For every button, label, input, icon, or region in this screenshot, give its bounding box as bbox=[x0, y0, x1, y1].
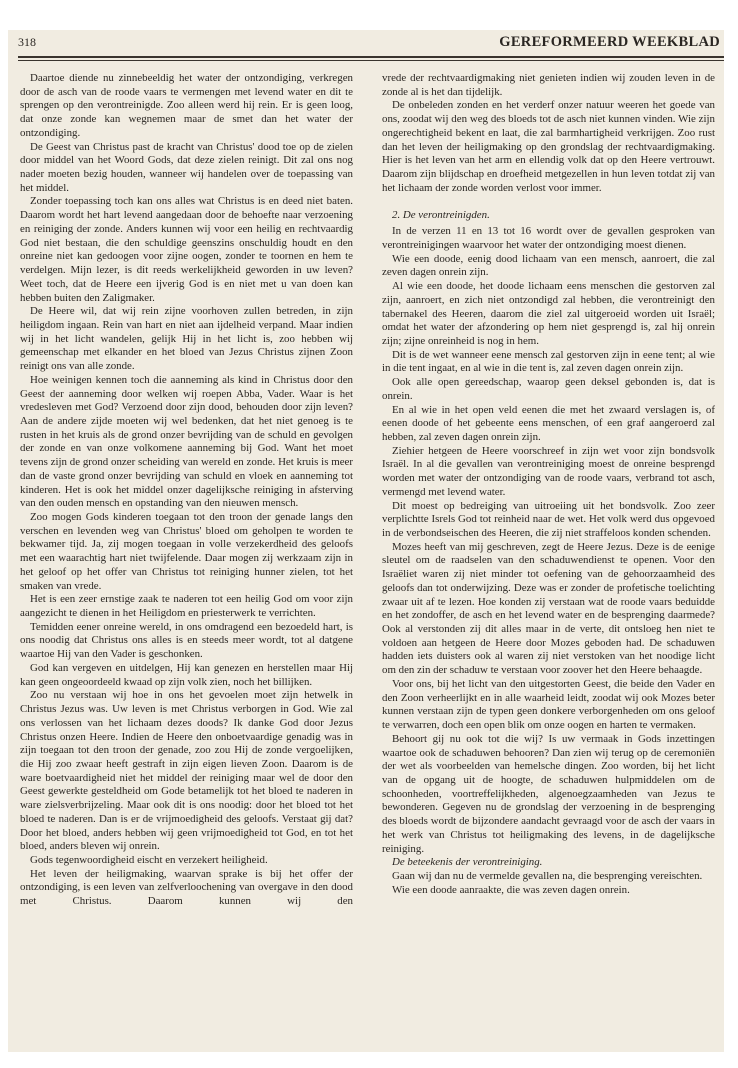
section-heading: 2. De verontreinigden. bbox=[392, 209, 490, 222]
paragraph: Dit is de wet wanneer eene mensch zal gestorven zijn in eene tent; al wie in die tent ingaat, en al wie in die tent is, zal zeven dagen onrein zijn. bbox=[382, 348, 715, 375]
paragraph: Wie een doode aanraakte, die was zeven dagen onrein. bbox=[392, 883, 630, 896]
paragraph: Zoo mogen Gods kinderen toegaan tot den troon der genade langs den verschen en levenden weg van Christus' bloed om geholpen te worden te bekwamer tijd. Ja, zij mogen toegaan in volle verzekerdheid des geloofs met een waarachtig hart niet twijfelende. Daar mogen zij werkzaam zijn in het geloof op het offer van Christus tot reiniging hunner zielen, tot het smaken van vrede. bbox=[20, 511, 353, 592]
header-rule-thick bbox=[18, 56, 724, 58]
paragraph: Ook alle open gereedschap, waarop geen deksel gebonden is, dat is onrein. bbox=[382, 376, 715, 402]
paragraph: Wie een doode, eenig dood lichaam van een mensch, aanroert, die zal zeven dagen onrein zijn. bbox=[382, 252, 715, 279]
paragraph: Het leven der heiligmaking, waarvan sprake is bij het offer der ontzondiging, is een leven van zelfverloochening van overgave in den dood met Christus. Daarom kunnen wij den bbox=[20, 867, 353, 908]
paragraph: Behoort gij nu ook tot die wij? Is uw vermaak in Gods inzettingen waartoe ook de schaduwen behooren? Dan zien wij terug op de ceremoniën der wet als voorbeelden van hemelsche dingen. Zoo worden, bij het licht van de opgang uit de hoogte, de schaduwen hulpmiddelen om de schoonheden, voortreffelijkheden, algenoegzaamheden van Jezus te bewonderen. Gegeven nu de grondslag der verzoening in de besprenging des bloeds wordt de bijzondere aandacht gevraagd voor de asch der vaars in het werk van Christus tot heiligmaking des levens, in de dagelijksche reiniging. bbox=[382, 732, 715, 855]
paragraph: vrede der rechtvaardigmaking niet genieten indien wij zouden leven in de zonde al is het dan tijdelijk. bbox=[382, 72, 715, 98]
left-column bbox=[20, 72, 353, 909]
header-rule-thin bbox=[18, 60, 724, 61]
paragraph: De Heere wil, dat wij rein zijne voorhoven zullen betreden, in zijn heiligdom ingaan. Rein van hart en niet aan ijdelheid verpand. Maar indien wij in het licht wandelen, gelijk Hij in het licht is, zoo hebben wij gemeenschap met elkander en het bloed van Jezus Christus zijnen Zoon reinigt ons van alle zonde. bbox=[20, 305, 353, 373]
paragraph: De onbeleden zonden en het verderf onzer natuur weeren het goede van ons, zoodat wij den weg des bloeds tot de asch niet kunnen vinden. Wie zijn ongerechtigheid bekent en laat, die zal barmhartigheid verkrijgen. Zoo rust dan het leven der heiligmaking op den grondslag der rechtvaardigmaking. Hier is het leven van het arm en ellendig volk dat op den Heere vertrouwt. Daarom zijn blijdschap en droefheid metgezellen in hun leven totdat zij van het lichaam der zonde worden verlost voor immer. bbox=[382, 99, 715, 194]
paragraph: Mozes heeft van mij geschreven, zegt de Heere Jezus. Deze is de eenige sleutel om de raadselen van den schaduwendienst te openen. Voor den Israëliet waren zij niet minder tot oefening van de gehoorzaamheid des geloofs dan tot onderwijzing. Deze was er zonder de profetische toelichting zwaar uit af te lezen. Hoe konden zij verstaan wat de roode vaars beduidde en het zondoffer, de asch en het levend water en de besprenging daarmede? Ook al verstonden zij dit alles maar in de verte, dit ontsloeg hen niet te voldoen aan hetgeen de Heere door Mozes geboden had. De schaduwen hadden iets duisters ook al waren zij niet verstoken van het noodige licht om den zin der schaduw te verstaan voor zoover het den Heere behaagde. bbox=[382, 540, 715, 677]
paragraph: Gods tegenwoordigheid eischt en verzekert heiligheid. bbox=[30, 853, 268, 866]
paragraph: De Geest van Christus past de kracht van Christus' dood toe op de zielen door middel van het Woord Gods, dat deze zielen reinigt. Dit zal ons nog nader moeten bezig houden, wanneer wij handelen over de toepassing van het middel. bbox=[20, 140, 353, 194]
paragraph: Al wie een doode, het doode lichaam eens menschen die gestorven zal zijn, aanroert, en zich niet ontzondigd zal hebben, die verontreinigt den tabernakel des Heeren, daarom die ziel zal uitgeroeid worden uit Israël; omdat het water der afzondering op hem niet gesprengd is, zal hij onrein zijn; zijne onreinheid is nog in hem. bbox=[382, 280, 715, 347]
journal-title: GEREFORMEERD WEEKBLAD bbox=[499, 34, 720, 50]
subheading: De beteekenis der verontreiniging. bbox=[392, 856, 543, 869]
paragraph: Voor ons, bij het licht van den uitgestorten Geest, die beide den Vader en den Zoon verheerlijkt en in alle waarheid leidt, zoodat wij ook Mozes beter kunnen verstaan zijn de typen geen donkere verborgenheden om ons geloof te verwarren, doch een open blik om onze oogen en harten te vermaken. bbox=[382, 677, 715, 732]
right-column bbox=[382, 72, 715, 897]
page-number: 318 bbox=[18, 35, 36, 49]
paragraph: Daartoe diende nu zinnebeeldig het water der ontzondiging, verkregen door de asch van de roode vaars te vermengen met levend water en dit te sprengen op den verontreinigde. Zoo alleen werd hij rein. Er is geen loog, dat onze zonde kan wegnemen maar de smet dan het water der ontzondiging. bbox=[20, 72, 353, 139]
paragraph: God kan vergeven en uitdelgen, Hij kan genezen en herstellen maar Hij kan geen ongeoordeeld kwaad op zijn volk zien, noch het billijken. bbox=[20, 661, 353, 688]
paragraph: Ziehier hetgeen de Heere voorschreef in zijn wet voor zijn bondsvolk Israël. In al die gevallen van verontreiniging moest de onreine besprengd worden met water der ontzondiging van de roode vaars, verbrand tot asch, vermengd met levend water. bbox=[382, 444, 715, 498]
paragraph: Temidden eener onreine wereld, in ons omdragend een bezoedeld hart, is ons noodig dat Christus ons alles is en steeds meer wordt, tot al datgene waartoe Hij van den Vader is geschonken. bbox=[20, 620, 353, 661]
paragraph: Gaan wij dan nu de vermelde gevallen na, die besprenging vereischten. bbox=[392, 869, 703, 882]
paragraph: Dit moest op bedreiging van uitroeiing uit het bondsvolk. Zoo zeer verplichtte Isrels God tot reinheid naar de wet. Het volk werd dus opgevoed in de verbondseischen des Heeren, die zij niet straffeloos konden schenden. bbox=[382, 499, 715, 539]
paragraph: Hoe weinigen kennen toch die aanneming als kind in Christus door den Geest der aanneming door welken wij roepen Abba, Vader. Waar is het vredesleven met God? Verzoend door zijn dood, behouden door zijn leven? Aan de andere zijde moeten wij wel bedenken, dat het niet genoeg is te rusten in het kruis als de grond onzer bevrijding van de schuld en gevolgen der zonde en van onze volkomene aanneming bij God. Want het moet tevens zijn de grond onzer scheiding van wereld en zonde. Het kruis is meer dan de vaste grond onzer bevrijding van schuld en vloek en aanneming tot kinderen. Het is ook het middel onzer dagelijksche reiniging in afsterving van den ouden mensch en opstanding van den nieuwen mensch. bbox=[20, 373, 353, 510]
paragraph: In de verzen 11 en 13 tot 16 wordt over de gevallen gesproken van verontreinigingen waarvoor het water der ontzondiging moest dienen. bbox=[382, 225, 715, 251]
paragraph: Zonder toepassing toch kan ons alles wat Christus is en deed niet baten. Daarom wordt het hart levend aangedaan door de behoefte naar verzoening en reiniging der zonde. Anders kunnen wij voor een heilig en rechtvaardig God niet bestaan, die den schuldige geenszins onschuldig houdt en den onreine niet kan gedoogen voor zijne oogen, zonder te toornen en hem te verdelgen. Mijn lezer, is dit reeds werkelijkheid geworden in uw leven? Weet toch, dat de Heere een ijverig God is en niet met u van doen kan hebben buiten den Zaligmaker. bbox=[20, 195, 353, 304]
paragraph: Het is een zeer ernstige zaak te naderen tot een heilig God om voor zijn aangezicht te dienen in het Heiligdom en priesterwerk te verrichten. bbox=[20, 593, 353, 620]
magazine-page bbox=[8, 30, 724, 1052]
page-header bbox=[18, 32, 724, 54]
paragraph: En al wie in het open veld eenen die met het zwaard verslagen is, of eenen doode of het gebeente eens menschen, of een graf aangeroerd zal hebben, zal zeven dagen onrein zijn. bbox=[382, 403, 715, 443]
paragraph: Zoo nu verstaan wij hoe in ons het gevoelen moet zijn hetwelk in Christus Jezus was. Uw leven is met Christus verborgen in God. Wie zal ons verlossen van het lichaam dezes doods? Ik danke God door Jezus Christus onzen Heere. Indien de Heere den onboetvaardige genadig was in zijn toegaan tot den troon der genade, zoo zou Hij de zonde vergoelijken, die Hij zoo zwaar heeft gestraft in zijn eigen lieven Zoon. Daarom is de ware boetvaardigheid niet het middel der reiniging maar wel de door den Geest gewerkte gesteldheid om Gode betamelijk tot het bloed te naderen in ware zielsverbrijzeling. Maar ook dit is ons noodig: door het bloed tot het bloed te naderen. Dan is er de vrijmoedigheid des geloofs. Verstaat gij dat? Door het bloed, anders hebben wij geen vrijmoedigheid tot God, en tot het bloed, anders bleven wij onrein. bbox=[20, 689, 353, 853]
